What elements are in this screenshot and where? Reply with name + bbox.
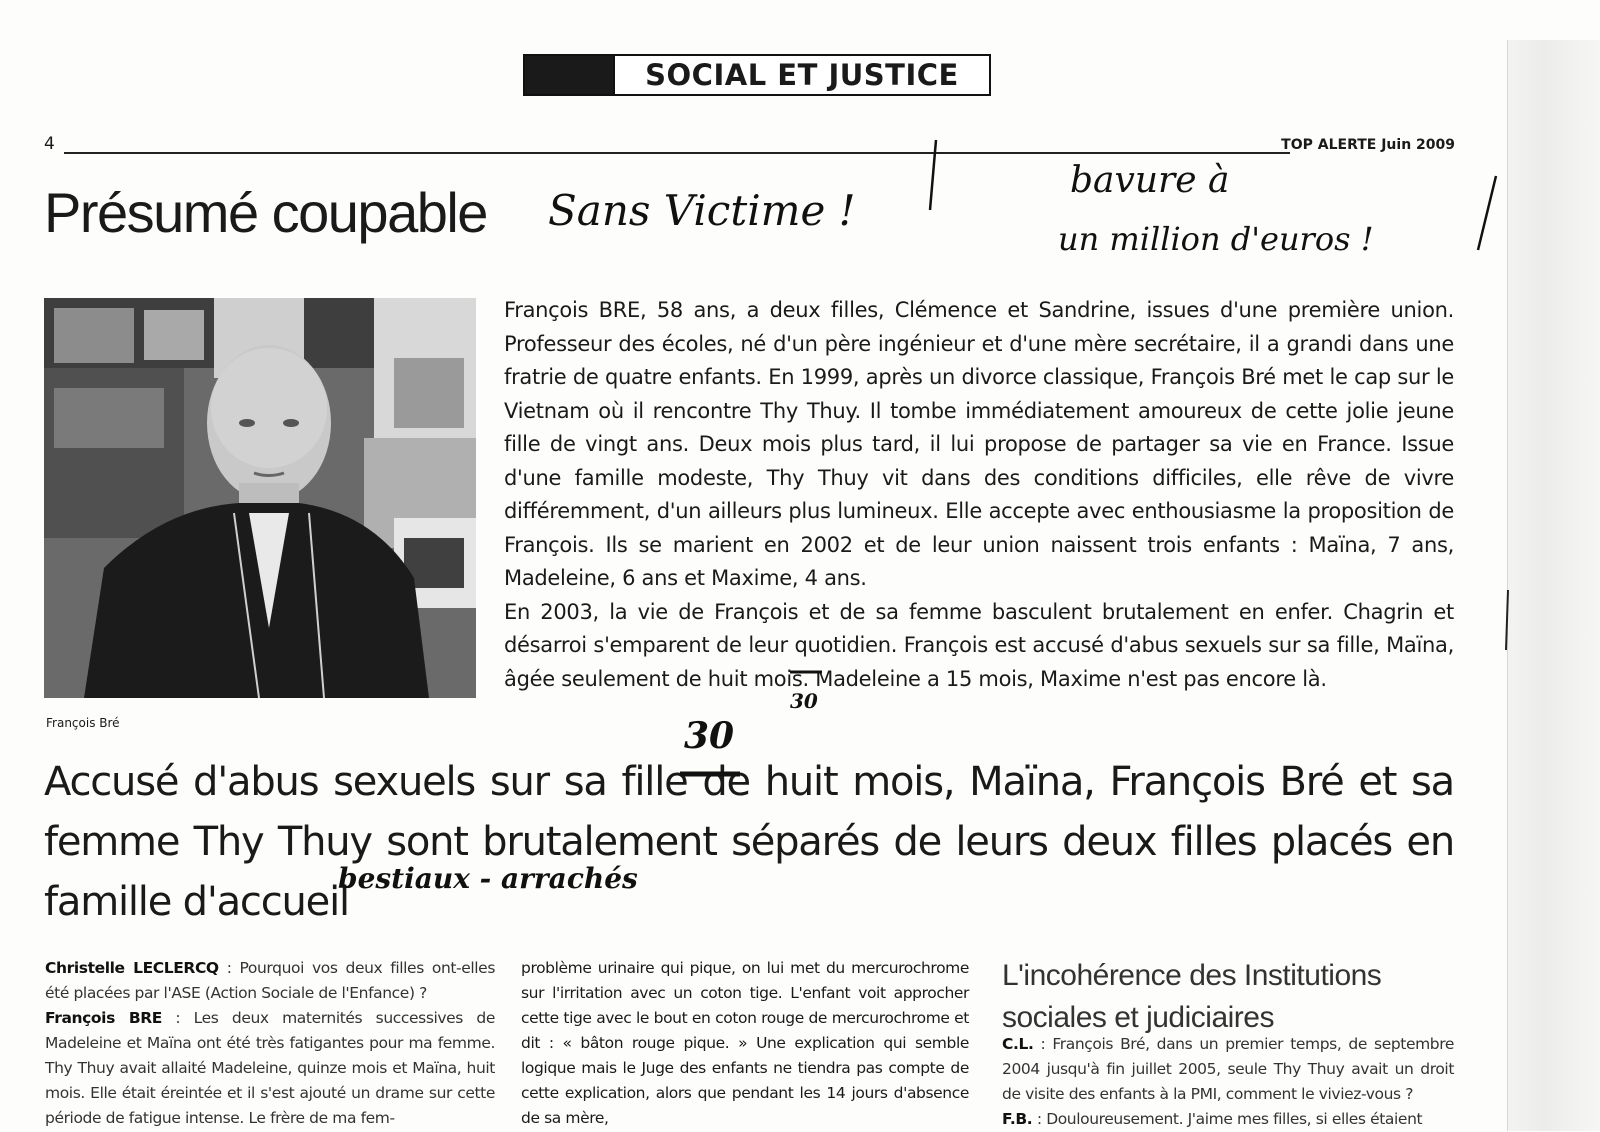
page-number: 4	[44, 134, 55, 154]
question-text: : Pourquoi vos deux filles ont-elles été placées par l'ASE (Action Sociale de l'Enfance) ?	[45, 959, 495, 1002]
photo-caption: François Bré	[46, 716, 120, 730]
answer-text: : Les deux maternités successives de Madeleine et Maïna ont été très fatigantes pour ma femme. Thy Thuy avait allaité Madeleine, quinze mois et Maïna, huit mois. Elle était éreintée et il s'est ajouté un drame sur cette période de fatigue intense. Le frère de ma fem-	[45, 1009, 496, 1127]
headline: Présumé coupable	[44, 181, 487, 244]
subheadline: Accusé d'abus sexuels sur sa fille de huit mois, Maïna, François Bré et sa femme Thy Thuy sont brutalement séparés de leurs deux filles placés en famille d'accueil	[44, 759, 1454, 925]
handwritten-note-million: un million d'euros !	[1058, 220, 1374, 258]
section-label: SOCIAL ET JUSTICE	[613, 56, 989, 94]
intro-paragraph: François BRE, 58 ans, a deux filles, Clémence et Sandrine, issues d'une première union. Professeur des écoles, né d'un père ingénieur et d'une mère secrétaire, il a grandi dans une fratrie de quatre enfants. En 1999, après un divorce classique, François Bré met le cap sur le Vietnam où il rencontre Thy Thuy. Il tombe immédiatement amoureux de cette jolie jeune fille de vingt ans. Deux mois plus tard, il lui propose de partager sa vie en France. Issue d'une famille modeste, Thy Thuy vit dans des conditions difficiles, elle rêve de vivre différemment, d'un ailleurs plus lumineux. Elle accepte avec enthousiasme la proposition de François. Ils se marient en 2002 et de leur union naissent trois enfants : Maïna, 7 ans, Madeleine, 6 ans et Maxime, 4 ans.	[504, 298, 1454, 590]
speaker-name: F.B.	[1002, 1110, 1033, 1128]
handwritten-note-30-small: 30	[790, 689, 818, 713]
question-text: : François Bré, dans un premier temps, de septembre 2004 jusqu'à fin juillet 2005, seule Thy Thuy avait un droit de visite des enfants à la PMI, comment le viviez-vous ?	[1002, 1035, 1454, 1103]
masthead: TOP ALERTE Juin 2009	[1281, 137, 1455, 153]
handwritten-note-sans-victime: Sans Victime !	[548, 186, 856, 235]
column-text: problème urinaire qui pique, on lui met du mercurochrome sur l'irritation avec un coton tige. L'enfant voit approcher cette tige avec le bout en coton rouge de mercurochrome et dit : « bâton rouge pique. » Une explication qui semble logique mais le Juge des enfants ne tiendra pas compte de cette explication, alors que pendant les 14 jours d'absence de sa mère,	[521, 959, 969, 1127]
handwritten-note-bavure: bavure à	[1070, 160, 1230, 201]
column-3-heading: L'incohérence des Institutions sociales et judiciaires	[1002, 959, 1382, 1034]
speaker-name: François BRE	[45, 1009, 162, 1027]
handwritten-stroke	[1478, 176, 1496, 250]
handwritten-note-30-large: 30	[684, 715, 735, 757]
handwritten-stroke	[930, 140, 936, 210]
answer-text: : Douloureusement. J'aime mes filles, si elles étaient	[1032, 1110, 1423, 1128]
handwritten-note-bestiaux: bestiaux - arrachés	[338, 862, 638, 895]
intro-paragraph: En 2003, la vie de François et de sa femme basculent brutalement en enfer. Chagrin et désarroi s'emparent de leur quotidien. François est accusé d'abus sexuels sur sa fille, Maïna, âgée seulement de huit mois. Madeleine a 15 mois, Maxime n'est pas encore là.	[504, 599, 1454, 691]
speaker-name: C.L.	[1002, 1035, 1034, 1053]
margin-mark	[1506, 590, 1508, 650]
speaker-name: Christelle LECLERCQ	[45, 959, 219, 977]
